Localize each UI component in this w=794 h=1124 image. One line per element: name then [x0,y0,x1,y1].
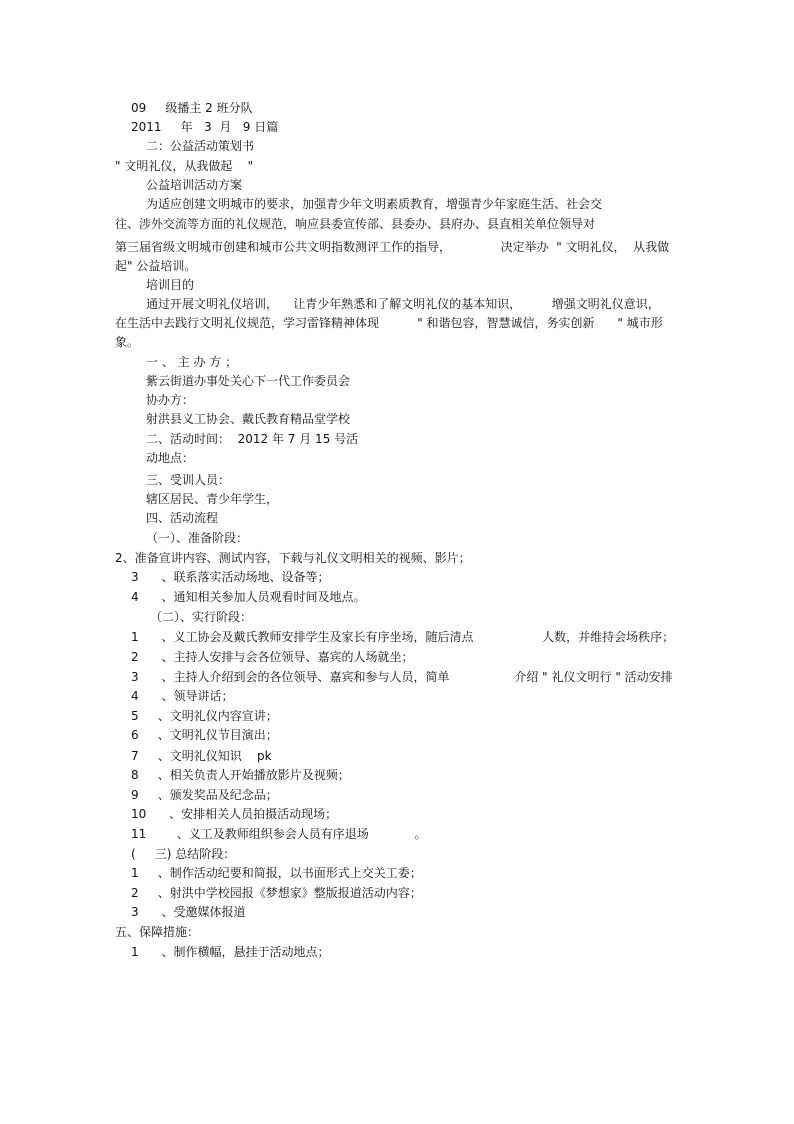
list-item: 1 、制作活动纪要和简报，以书面形式上交关工委； [131,866,422,880]
header-class-line: 09 级播主 2 班分队 [131,101,253,115]
list-item: 2 、射洪中学校园报《梦想家》整版报道活动内容； [131,886,422,900]
list-item: 2 、主持人安排与会各位领导、嘉宾的人场就坐； [131,650,414,664]
list-item: 3 、主持人介绍到会的各位领导、嘉宾和参与人员，简单 介绍 " 礼仪文明行 " 活动安排 [131,670,673,684]
purpose-line: 通过开展文明礼仪培训， 让青少年熟悉和了解文明礼仪的基本知识， 增强文明礼仪意识， [146,297,660,311]
list-item: 11 、义工及教师组织参会人员有序退场 。 [131,827,427,841]
co-organizer: 射洪县义工协会、戴氏教育精品堂学校 [146,412,351,426]
list-item: 4 、领导讲话； [131,689,234,703]
activity-time: 二、活动时间： 2012 年 7 月 15 号活 [146,432,359,446]
trainees: 辖区居民、青少年学生， [146,492,279,506]
flow-title: 四、活动流程 [146,511,219,525]
intro-line: 为适应创建文明城市的要求，加强青少年文明素质教育，增强青少年家庭生活、社会交 [146,197,603,211]
list-item: 5 、文明礼仪内容宣讲； [131,709,278,723]
list-item: 1 、制作横幅，悬挂于活动地点； [131,945,330,959]
intro-line: 第三届省级文明城市创建和城市公共文明指数测评工作的指导， 决定举办 " 文明礼仪， 从我做 [115,240,670,254]
intro-line: 起" 公益培训。 [115,259,197,273]
purpose-line: 在生活中去践行文明礼仪规范，学习雷锋精神体现 " 和谐包容，智慧诚信，务实创新 " 城市形 [115,316,663,330]
list-item: 7 、文明礼仪知识 pk [131,749,272,763]
list-item: 8 、相关负责人开始播放影片及视频； [131,768,350,782]
section-title: 二：公益活动策划书 [146,139,255,153]
list-item: 4 、通知相关参加人员观看时间及地点。 [131,590,366,604]
plan-title: 公益培训活动方案 [146,178,243,192]
list-item: 3 、受邀媒体报道 [131,905,246,919]
safeguard-title: 五、保障措施： [115,925,200,939]
impl-stage-title: （二）、实行阶段： [150,610,253,624]
summary-stage-title: ( 三) 总结阶段： [131,847,236,861]
organizer: 紫云街道办事处关心下一代工作委员会 [146,374,351,388]
co-organizer-title: 协办方： [146,393,195,407]
activity-place: 动地点： [146,451,195,465]
purpose-title: 培训目的 [146,278,195,292]
intro-line: 往、涉外交流等方面的礼仪规范，响应县委宣传部、县委办、县府办、县直相关单位领导对 [115,217,596,231]
organizer-title: 一 、 主 办 方 ； [146,355,238,369]
purpose-line: 象。 [115,335,140,349]
slogan: " 文明礼仪，从我做起 " [115,159,254,173]
list-item: 10 、安排相关人员拍摄活动现场； [131,807,338,821]
trainees-title: 三、受训人员： [146,473,231,487]
list-item: 6 、文明礼仪节目演出； [131,728,278,742]
list-item: 1 、义工协会及戴氏教师安排学生及家长有序坐场，随后清点 人数，并维持会场秩序； [131,630,675,644]
list-item: 9 、颁发奖品及纪念品； [131,788,278,802]
prep-stage-title: （一）、准备阶段： [146,531,249,545]
list-item: 3 、联系落实活动场地、设备等； [131,570,330,584]
list-item: 2、准备宣讲内容、测试内容，下载与礼仪文明相关的视频、影片； [115,551,471,565]
header-date-line: 2011 年 3 月 9 日篇 [131,120,279,134]
